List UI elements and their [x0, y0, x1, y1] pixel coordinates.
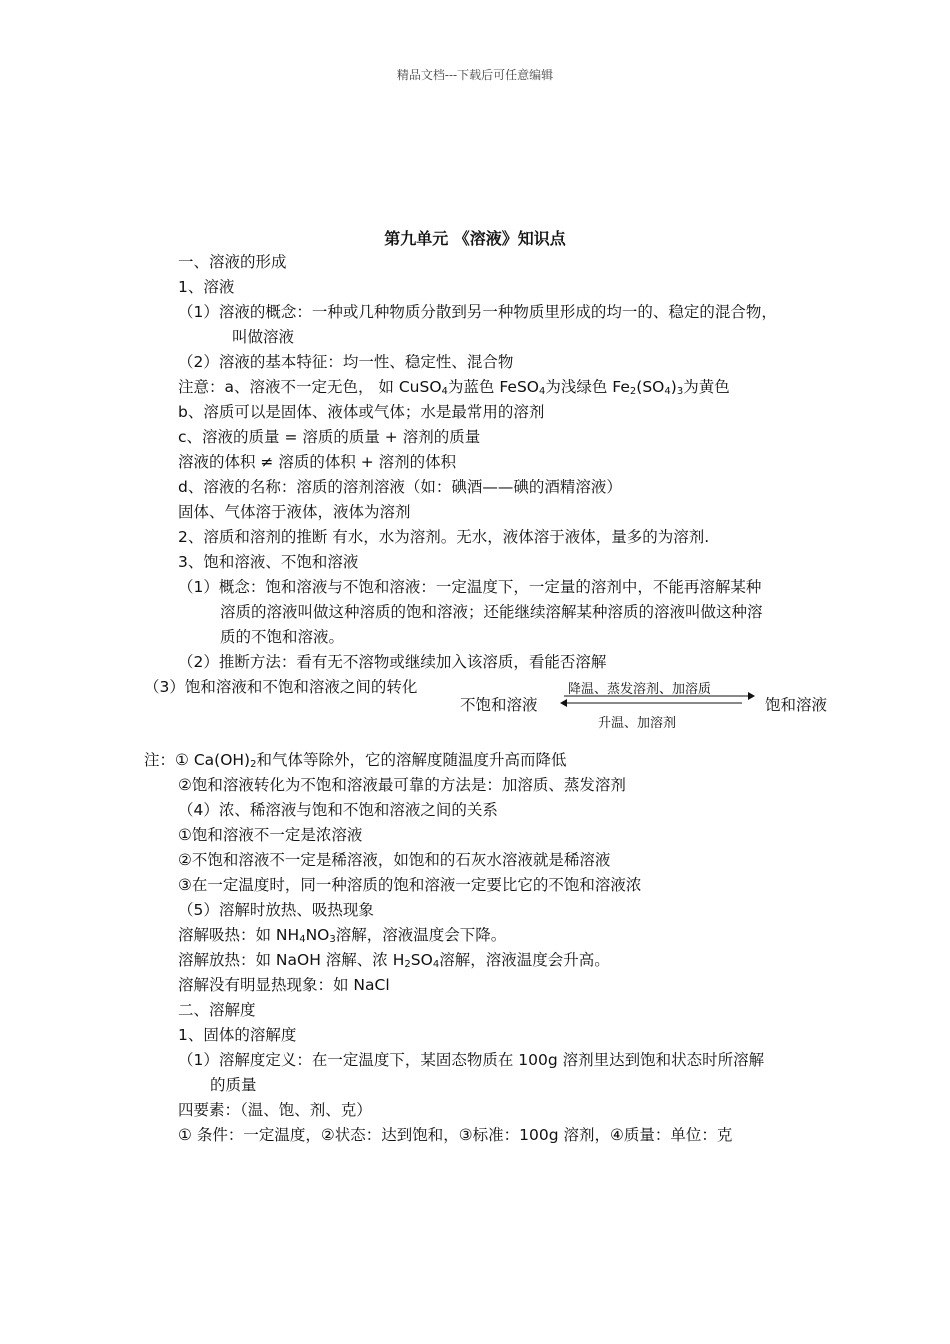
text-line: （2）推断方法：看有无不溶物或继续加入该溶质，看能否溶解 [178, 653, 607, 671]
text-line: 溶质的溶液叫做这种溶质的饱和溶液；还能继续溶解某种溶质的溶液叫做这种溶 [220, 603, 763, 621]
text-line: 溶液的体积 ≠ 溶质的体积 + 溶剂的体积 [178, 453, 457, 471]
text-line: （3）饱和溶液和不饱和溶液之间的转化 [144, 678, 418, 696]
text-line: 质的不饱和溶液。 [220, 628, 345, 646]
text-line-colors: 注意：a、溶液不一定无色， 如 CuSO$_4$为蓝色 FeSO$_4$为浅绿色 $Fe_2(SO_4)_3$为黄色 [178, 378, 730, 397]
text-line: （5）溶解时放热、吸热现象 [178, 901, 374, 919]
page-header: 精品文档---下载后可任意编辑 [396, 68, 554, 82]
text-line: （1）溶液的概念：一种或几种物质分散到另一种物质里形成的均一的、稳定的混合物， [178, 303, 777, 321]
text-line: （2）溶液的基本特征：均一性、稳定性、混合物 [178, 353, 514, 371]
note-line: 注：① $Ca(OH)_2$和气体等除外，它的溶解度随温度升高而降低 [144, 751, 567, 770]
text-line: b、溶质可以是固体、液体或气体；水是最常用的溶剂 [178, 403, 545, 421]
diagram-saturated-label: 饱和溶液 [765, 696, 828, 714]
page-title: 第九单元 《溶液》知识点 [384, 229, 566, 248]
text-line: （1）概念：饱和溶液与不饱和溶液：一定温度下，一定量的溶剂中，不能再溶解某种 [178, 578, 762, 596]
forward-arrow-head [748, 692, 755, 700]
text-line: ① 条件：一定温度，②状态：达到饱和，③标准：100g 溶剂，④质量：单位：克 [178, 1126, 733, 1144]
text-line: 叫做溶液 [232, 328, 295, 346]
reverse-arrow-head [560, 699, 567, 707]
diagram-reverse-condition: 升温、加溶剂 [598, 716, 677, 731]
subheading-solution: 1、溶液 [178, 278, 235, 296]
text-line: 溶解放热：如 NaOH 溶解、浓 $H_2SO_4$溶解，溶液温度会升高。 [178, 951, 610, 970]
text-line: d、溶液的名称：溶质的溶剂溶液（如：碘酒——碘的酒精溶液） [178, 478, 622, 496]
text-line: ②不饱和溶液不一定是稀溶液，如饱和的石灰水溶液就是稀溶液 [178, 851, 611, 869]
diagram-unsaturated-label: 不饱和溶液 [460, 696, 538, 714]
text-line: 的质量 [210, 1076, 257, 1094]
subheading-solid-solubility: 1、固体的溶解度 [178, 1026, 297, 1044]
text-line: 溶解没有明显热现象：如 NaCl [178, 976, 390, 994]
section-heading-formation: 一、溶液的形成 [178, 253, 287, 271]
text-line: 2、溶质和溶剂的推断 有水，水为溶剂。无水，液体溶于液体，量多的为溶剂. [178, 528, 710, 546]
text-line: ②饱和溶液转化为不饱和溶液最可靠的方法是：加溶质、蒸发溶剂 [178, 776, 626, 794]
text-line: （1）溶解度定义：在一定温度下，某固态物质在 100g 溶剂里达到饱和状态时所溶解 [178, 1051, 765, 1069]
text-line: ①饱和溶液不一定是浓溶液 [178, 826, 363, 844]
text-line: 溶解吸热：如 $NH_4NO_3$溶解，溶液温度会下降。 [178, 926, 507, 945]
text-line: 固体、气体溶于液体，液体为溶剂 [178, 503, 411, 521]
subheading-saturated: 3、饱和溶液、不饱和溶液 [178, 553, 359, 571]
text-line: c、溶液的质量 = 溶质的质量 + 溶剂的质量 [178, 428, 481, 446]
text-line: ③在一定温度时，同一种溶质的饱和溶液一定要比它的不饱和溶液浓 [178, 876, 642, 894]
section-heading-solubility: 二、溶解度 [178, 1001, 256, 1019]
diagram-arrows [560, 690, 755, 710]
diagram-forward-condition: 降温、蒸发溶剂、加溶质 [568, 682, 712, 697]
text-line: （4）浓、稀溶液与饱和不饱和溶液之间的关系 [178, 801, 498, 819]
text-line: 四要素：（温、饱、剂、克） [178, 1101, 372, 1119]
